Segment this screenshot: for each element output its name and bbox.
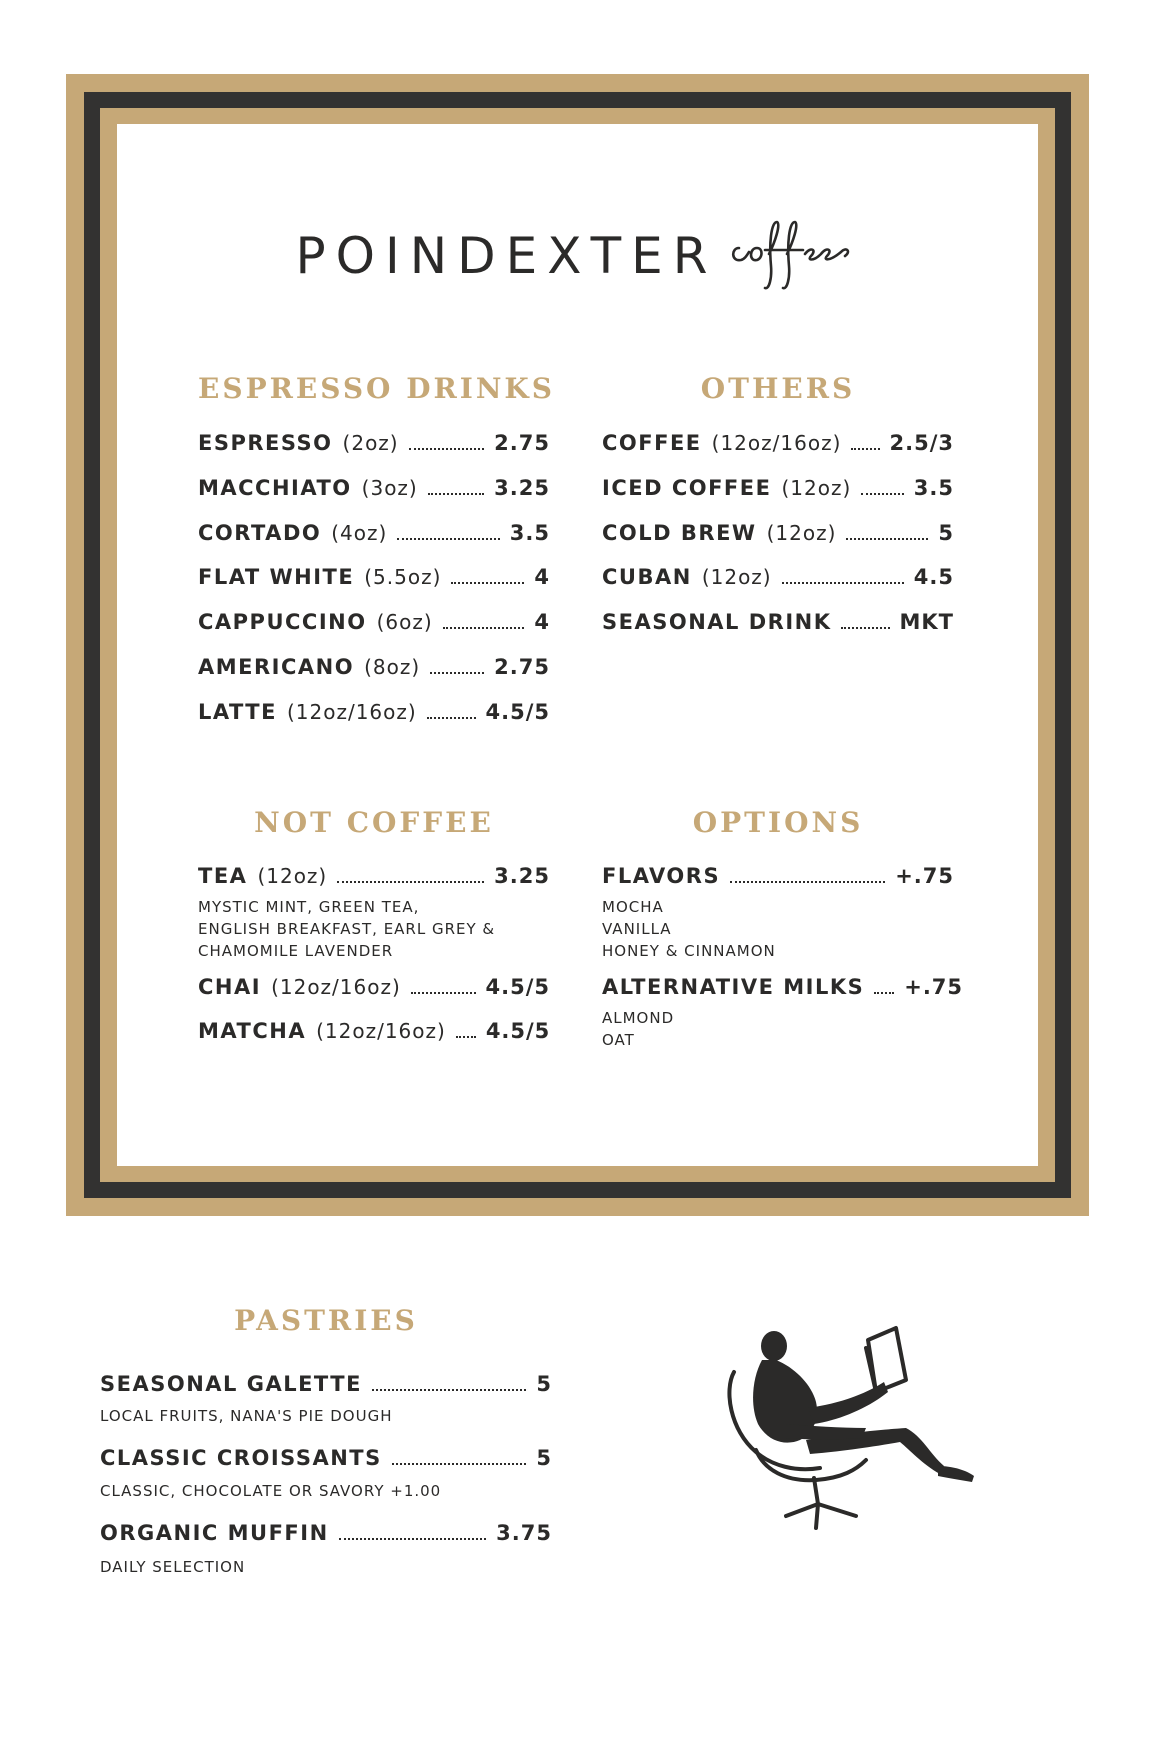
item-note: ENGLISH BREAKFAST, EARL GREY & (198, 920, 496, 938)
leader-dots (409, 448, 485, 450)
menu-item: ESPRESSO (2oz) 2.75 (198, 431, 550, 455)
menu-item: TEA (12oz) 3.25 (198, 864, 550, 888)
leader-dots (443, 627, 525, 629)
others-heading: OTHERS (700, 372, 856, 405)
pastries-heading: PASTRIES (234, 1304, 418, 1337)
leader-dots (372, 1389, 526, 1391)
leader-dots (392, 1463, 527, 1465)
leader-dots (861, 493, 904, 495)
brand-script-logo (729, 214, 855, 298)
menu-item: CORTADO (4oz) 3.5 (198, 521, 550, 545)
leader-dots (397, 538, 499, 540)
item-note: DAILY SELECTION (100, 1558, 246, 1576)
item-note: CLASSIC, CHOCOLATE OR SAVORY +1.00 (100, 1482, 442, 1500)
menu-item: COLD BREW (12oz) 5 (602, 521, 954, 545)
menu-item: CHAI (12oz/16oz) 4.5/5 (198, 975, 550, 999)
menu-item: ALTERNATIVE MILKS +.75 (602, 975, 964, 999)
menu-item: COFFEE (12oz/16oz) 2.5/3 (602, 431, 954, 455)
leader-dots (456, 1036, 476, 1038)
item-note: HONEY & CINNAMON (602, 942, 776, 960)
reading-chair-illustration (716, 1320, 986, 1544)
leader-dots (430, 672, 484, 674)
menu-item: ORGANIC MUFFIN 3.75 (100, 1521, 552, 1545)
leader-dots (782, 582, 904, 584)
menu-item: SEASONAL GALETTE 5 (100, 1372, 552, 1396)
leader-dots (428, 493, 484, 495)
espresso-heading: ESPRESSO DRINKS (198, 372, 555, 405)
item-note: VANILLA (602, 920, 672, 938)
leader-dots (730, 881, 885, 883)
brand-logo (0, 214, 1150, 298)
not-coffee-heading: NOT COFFEE (254, 806, 494, 839)
item-note: MYSTIC MINT, GREEN TEA, (198, 898, 420, 916)
options-heading: OPTIONS (692, 806, 864, 839)
leader-dots (411, 992, 476, 994)
leader-dots (841, 627, 889, 629)
menu-item: CAPPUCCINO (6oz) 4 (198, 610, 550, 634)
item-note: MOCHA (602, 898, 664, 916)
menu-item: FLAT WHITE (5.5oz) 4 (198, 565, 550, 589)
leader-dots (339, 1538, 487, 1540)
leader-dots (451, 582, 524, 584)
item-note: CHAMOMILE LAVENDER (198, 942, 394, 960)
menu-item: LATTE (12oz/16oz) 4.5/5 (198, 700, 550, 724)
menu-item: SEASONAL DRINK MKT (602, 610, 954, 634)
menu-item: CUBAN (12oz) 4.5 (602, 565, 954, 589)
menu-item: FLAVORS +.75 (602, 864, 954, 888)
menu-item: MACCHIATO (3oz) 3.25 (198, 476, 550, 500)
item-note: ALMOND (602, 1009, 675, 1027)
item-note: LOCAL FRUITS, NANA'S PIE DOUGH (100, 1407, 393, 1425)
menu-item: ICED COFFEE (12oz) 3.5 (602, 476, 954, 500)
menu-item: MATCHA (12oz/16oz) 4.5/5 (198, 1019, 551, 1043)
menu-item: CLASSIC CROISSANTS 5 (100, 1446, 552, 1470)
brand-name: POINDEXTER (295, 227, 718, 285)
leader-dots (427, 717, 476, 719)
leader-dots (846, 538, 928, 540)
leader-dots (337, 881, 484, 883)
leader-dots (851, 448, 879, 450)
leader-dots (874, 992, 894, 994)
menu-item: AMERICANO (8oz) 2.75 (198, 655, 550, 679)
item-note: OAT (602, 1031, 635, 1049)
